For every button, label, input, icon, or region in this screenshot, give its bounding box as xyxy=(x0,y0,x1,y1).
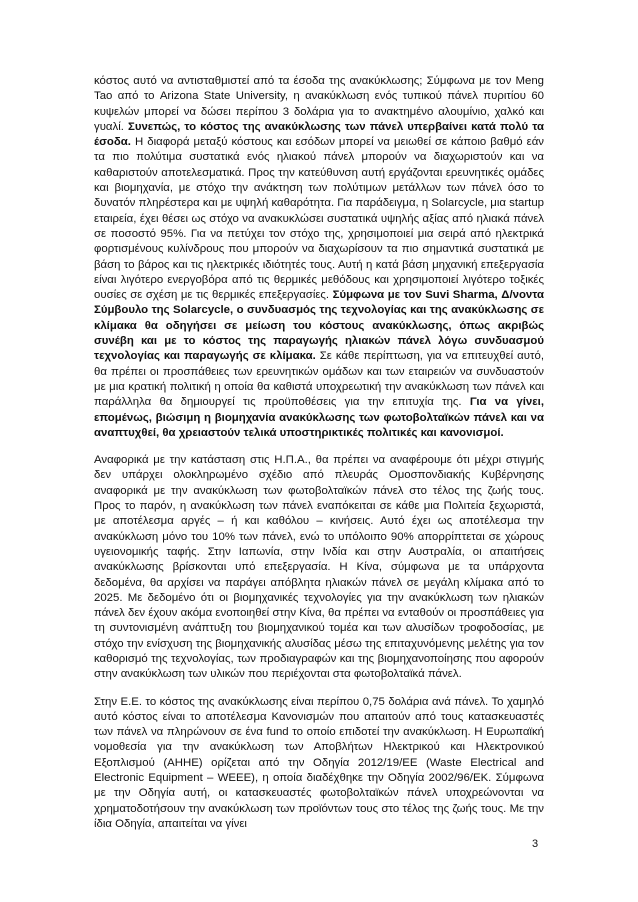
text-segment: Στην Ε.Ε. το κόστος της ανακύκλωσης είναι περίπου 0,75 δολάρια ανά πάνελ. Το χαμηλό αυτό κόστος είναι το αποτέλεσμα Κανονισμών που απαιτούν από τους κατασκευαστές των πάνελ να πληρώνουν σε ένα fund το οποίο επιδοτεί την ανακύκλωση. Η Ευρωπαϊκή νομοθεσία για την ανακύκλωση των Αποβλήτων Ηλεκτρικού και Ηλεκτρονικού Εξοπλισμού (ΑΗΗΕ) ορίζεται από την Οδηγία 2012/19/ΕΕ (Waste Electrical and Electronic Equipment – WEEE), η οποία διαδέχθηκε την Οδηγία 2002/96/ΕΚ. Σύμφωνα με την Οδηγία αυτή, οι κατασκευαστές φωτοβολταϊκών πάνελ υποχρεώνονται να χρηματοδοτήσουν την ανακύκλωση των προϊόντων τους στο τέλος της ζωής τους. Με την ίδια Οδηγία, απαιτείται να γίνει xyxy=(94,695,544,830)
text-segment: Η διαφορά μεταξύ κόστους και εσόδων μπορεί να μειωθεί σε κάποιο βαθμό εάν τα πιο πολύτιμα συστατικά ενός ηλιακού πάνελ μπορούν να διαχωριστούν και να καθαριστούν αποτελεσματικά. Προς την κατεύθυνση αυτή εργάζονται ερευνητικές ομάδες και βιομηχανία, με στόχο την ανάκτηση των πολύτιμων μετάλλων των πάνελ όσο το δυνατόν πληρέστερα και με υψηλή καθαρότητα. Για παράδειγμα, η Solarcycle, μια startup εταιρεία, έχει θέσει ως στόχο να ανακυκλώσει συστατικά υψηλής αξίας από ηλιακά πάνελ σε ποσοστό 95%. Για να πετύχει τον στόχο της, χρησιμοποιεί μια σειρά από ηλεκτρικά φορτισμένους κυλίνδρους που μπορούν να διαχωρίσουν τα πιο σημαντικά συστατικά με βάση το βάρος και τις ηλεκτρικές ιδιότητές τους. Αυτή η κατά βάση μηχανική επεξεργασία είναι λιγότερο ενεργοβόρα από τις θερμικές μεθόδους και χρησιμοποιεί λιγότερο τοξικές ουσίες σε σχέση με τις θερμικές επεξεργασίες. xyxy=(94,136,544,302)
text-segment: Αναφορικά με την κατάσταση στις Η.Π.Α., θα πρέπει να αναφέρουμε ότι μέχρι στιγμής δεν υπάρχει ολοκληρωμένο σχέδιο από πλευράς Ομοσπονδιακής Κυβέρνησης αναφορικά με την ανακύκλωση των φωτοβολταϊκών πάνελ στο τέλος της ζωής τους. Προς το παρόν, η ανακύκλωση των πάνελ εναπόκειται σε κάθε μια Πολιτεία ξεχωριστά, με αποτέλεσμα αργές – ή και καθόλου – κινήσεις. Αυτό έχει ως αποτέλεσμα την ανακύκλωση μόνο του 10% των πάνελ, ενώ το υπόλοιπο 90% απορρίπτεται σε χώρους υγειονομικής ταφής. Στην Ιαπωνία, στην Ινδία και στην Αυστραλία, οι απαιτήσεις ανακύκλωσης βρίσκονται υπό επεξεργασία. Η Κίνα, σύμφωνα με τα υπάρχοντα δεδομένα, θα αρχίσει να παράγει απόβλητα ηλιακών πάνελ σε μεγάλη κλίμακα από το 2025. Με δεδομένο ότι οι βιομηχανικές τεχνολογίες για την ανακύκλωση των ηλιακών πάνελ δεν έχουν ακόμα ενοποιηθεί στην Κίνα, θα πρέπει να ενταθούν οι προσπάθειες για τη συντονισμένη ανάπτυξη του βιομηχανικού τομέα και των αλυσίδων τροφοδοσίας, με στόχο την ενίσχυση της βιομηχανικής αλυσίδας μέσω της επιταχυνόμενης μελέτης για τον καθορισμό της τεχνολογίας, των προδιαγραφών και της βιομηχανοποίησης που αφορούν στην ανακύκλωση των υλικών που περιέχονται στα φωτοβολταϊκά πάνελ. xyxy=(94,454,544,681)
paragraph-usa-situation xyxy=(94,453,544,682)
text-segment-bold: Για να γίνει, επομένως, βιώσιμη η βιομηχανία ανακύκλωσης των φωτοβολταϊκών πάνελ και να αναπτυχθεί, θα χρειαστούν τελικά υποστηρικτικές πολιτικές και κανονισμοί. xyxy=(94,396,544,439)
paragraph-recycling-costs xyxy=(94,74,544,441)
document-body xyxy=(94,74,544,844)
text-segment: Σε κάθε περίπτωση, για να επιτευχθεί αυτό, θα πρέπει οι προσπάθειες των ερευνητικών ομάδων και των εταιρειών να συνδυαστούν με μια κρατική πολιτική η οποία θα καθιστά υποχρεωτική την ανακύκλωση των πάνελ και παράλληλα θα δημιουργεί τις προϋποθέσεις για την επιτυχία της. xyxy=(94,350,544,409)
text-segment-bold: Συνεπώς, το κόστος της ανακύκλωσης των πάνελ υπερβαίνει κατά πολύ τα έσοδα. xyxy=(94,120,544,149)
text-segment: κόστος αυτό να αντισταθμιστεί από τα έσοδα της ανακύκλωσης; Σύμφωνα με τον Meng Tao από το Arizona State University, η ανακύκλωση ενός τυπικού πάνελ πυριτίου 60 κυψελών μπορεί να δώσει περίπου 3 δολάρια για το ανακτημένο αλουμίνιο, χαλκό και γυαλί. xyxy=(94,75,544,133)
page-number: 3 xyxy=(532,838,539,850)
paragraph-eu-situation xyxy=(94,695,544,833)
text-segment-bold: Σύμφωνα με τον Suvi Sharma, Δ/νοντα Σύμβουλο της Solarcycle, ο συνδυασμός της τεχνολογίας και της ανακύκλωσης σε κλίμακα θα οδηγήσει σε μείωση του κόστους ανακύκλωσης, όπως ακριβώς συνέβη και με το κόστος της παραγωγής ηλιακών πάνελ λόγω συνδυασμού τεχνολογίας και παραγωγής σε κλίμακα. xyxy=(94,289,545,363)
